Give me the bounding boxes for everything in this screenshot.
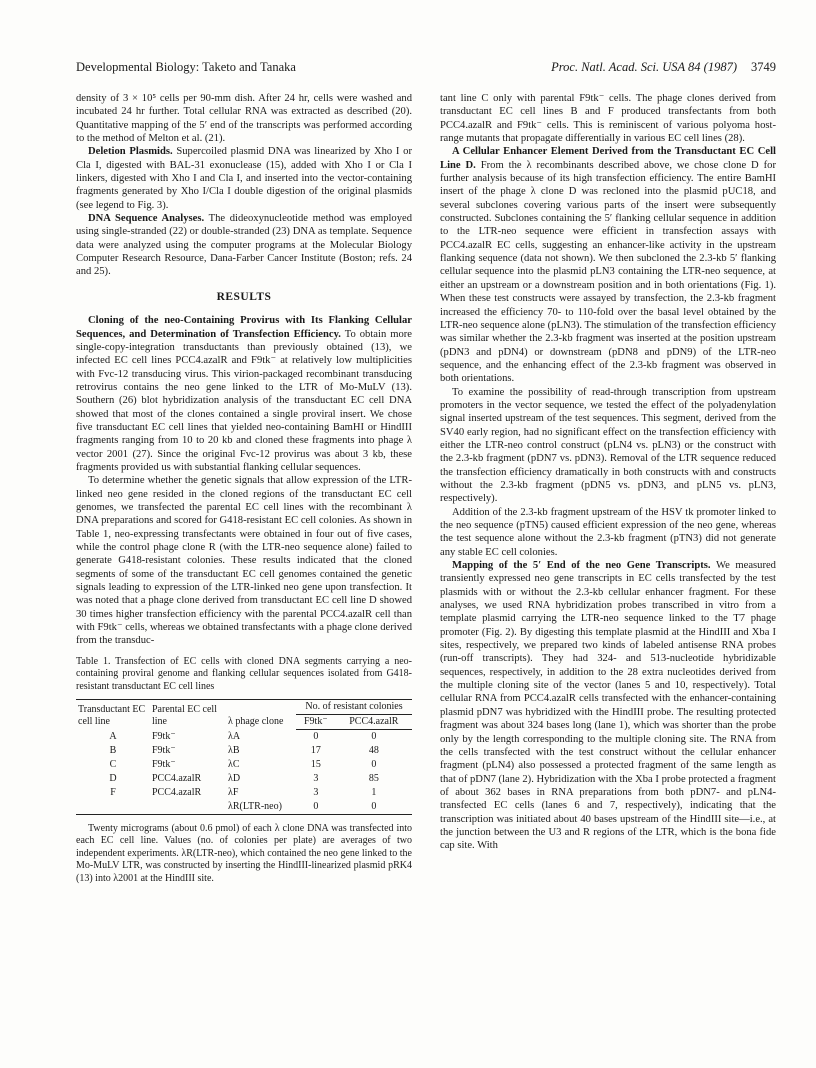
paragraph-mapping — [440, 559, 776, 853]
cell-clone: λR(LTR-neo) — [226, 800, 296, 815]
paragraph-text: From the λ recombinants described above, we chose clone D for further analysis because of its high transfection efficiency. The entire BamHI insert of the phage λ clone D was recloned into the plasmid pUC18, and several subclones covering various parts of the insert were subsequently constructed. Subclones containing the 5′ flanking cellular sequence in addition to the LTR-neo sequence were efficient in transfection assays with PCC4.azalR EC cells, suggesting an enhancer-like activity in the upstream flanking sequence (data not shown). We then subcloned the 2.3-kb 5′ flanking cellular sequence into the plasmid pLN3 containing the LTR-neo sequence, at either an upstream or a downstream position and in both orientations (Fig. 1). When these test constructs were assayed by transfection, the 2.3-kb fragment increased the efficiency 70- to 110-fold over the basal level obtained by the LTR-neo sequence alone (pLN3). The stimulation of the transfection efficiency was similar whether the 2.3-kb fragment was inserted at the position upstream (pDN3 and pDN4) or downstream (pDN8 and pDN9) of the LTR-neo sequence, and the enhancing effect of the 2.3-kb fragment was observed in both orientations. — [440, 159, 776, 385]
cell-f9: 0 — [296, 800, 336, 815]
cell-parental — [150, 800, 226, 815]
table-caption: Table 1. Transfection of EC cells with cloned DNA segments carrying a neo-containing proviral genome and flanking cellular sequences isolated from G418-resistant transductant EC cell lines — [76, 655, 412, 692]
cell-clone: λB — [228, 744, 240, 756]
paragraph-deletion-plasmids — [76, 145, 412, 212]
cell-clone: λF — [228, 786, 239, 798]
run-in-heading: Mapping of the 5′ End of the neo Gene Transcripts. — [452, 560, 711, 572]
col-header-parental: Parental EC cell line — [150, 699, 226, 729]
paragraph-text: To obtain more single-copy-integration transductants than previously obtained (13), we infected EC cell lines PCC4.azalR and F9tk⁻ at relatively low multiplicities with Fvc-12 transducing virus. This virion-packaged recombinant transducing retrovirus contains the neo gene linked to the LTR of Mo-MuLV (13). Southern (26) blot hybridization analysis of the transductant EC cell DNA showed that most of the clones contained a single proviral insert. We chose five transductant EC cell lines that yielded neo-containing BamHI or HindIII fragments ranging from 10 to 20 kb and cloned these fragments into phage λ vector 2001 (27). Since the original Fvc-12 provirus was about 3 kb, these fragments provided us with substantial flanking cellular sequences. — [76, 328, 412, 473]
cell-f9: 3 — [313, 772, 319, 784]
col-header-phage: λ phage clone — [226, 699, 296, 729]
cell-parental: F9tk⁻ — [152, 730, 176, 742]
header-journal — [551, 60, 776, 75]
table-row — [76, 729, 412, 744]
cell-line: B — [109, 744, 117, 756]
cell-line: F — [110, 786, 116, 798]
cell-line: D — [109, 772, 117, 784]
paragraph-methods-rna: density of 3 × 10⁵ cells per 90-mm dish. After 24 hr, cells were washed and incubated 24 hr further. Total cellular RNA was extracted as described (20). Quantitative mapping of the 5′ end of the transcripts was performed according to the method of Melton et al. (21). — [76, 93, 412, 145]
paragraph-text: Supercoiled plasmid DNA was linearized by Xho I or Cla I, digested with BAL-31 exonuclease (15), added with Xho I or Cla I linkers, digested with Xho I and Cla I, and inserted into the vector-containing fragments generated by Xho I/Cla I double digestion of the original plasmids (see legend to Fig. 3). — [76, 146, 412, 211]
table-row — [76, 772, 412, 786]
cell-pcc: 0 — [371, 758, 377, 770]
cell-line: C — [109, 758, 117, 770]
col-header-f9: F9tk⁻ — [296, 714, 336, 729]
paragraph-readthrough: To examine the possibility of read-through transcription from upstream promoters in the vector sequence, we tested the effect of the polyadenylation signal inserted upstream of the test sequences. This segment, derived from the SV40 early region, had no significant effect on the transfection efficiency with either the LTR-neo control construct (pLN4 vs. pLN3) or the construct with the 2.3-kb fragment (pDN7 vs. pDN3). Removal of the LTR sequence reduced the transfection efficiency dramatically in both constructs with and constructs without the 2.3-kb fragment (pDN5 vs. pDN3, and pLN5 vs. pLN3, respectively). — [440, 386, 776, 505]
cell-parental: PCC4.azalR — [152, 786, 202, 798]
run-in-heading: Deletion Plasmids. — [88, 146, 173, 158]
table-footnote: Twenty micrograms (about 0.6 pmol) of each λ clone DNA was transfected into each EC cell line. Values (no. of colonies per plate) are averages of two independent experiments. λR(LTR-neo), which contained the neo gene linked to the Mo-MuLV LTR, was constructed by inserting the HindIII-linearized plasmid pRK4 (13) into λ2001 at the HindIII site. — [76, 822, 412, 884]
cell-clone: λA — [228, 730, 241, 742]
col-header-pcc: PCC4.azalR — [336, 714, 412, 729]
cell-parental: PCC4.azalR — [152, 772, 202, 784]
section-heading-results: RESULTS — [216, 290, 272, 303]
run-in-heading: A Cellular Enhancer Element Derived from the Transductant EC Cell Line D. — [440, 146, 776, 171]
paragraph-determine: To determine whether the genetic signals that allow expression of the LTR-linked neo gene resided in the cloned regions of the transductant EC cell genomes, we transfected the parental EC cell lines with the recombinant λ DNA preparations and scored for G418-resistant EC cell colonies. As shown in Table 1, neo-expressing transfectants were obtained in four out of five cases, while the control phage clone R (with the LTR-neo sequence alone) failed to generate G418-resistant colonies. These results indicated that the cloned segments of some of the transductant EC cell genomes contained the genetic signals leading to expression of the LTR-linked neo gene upon transfection. It was noted that a phage clone derived from transductant EC cell line D showed 30 times higher transfection efficiency with the parental PCC4.azalR cell than with F9tk⁻ cells, whereas we obtained transfectants with a phage clone derived from the transduc- — [76, 475, 412, 647]
table-row — [76, 786, 412, 800]
table-row — [76, 744, 412, 758]
run-in-heading: Cloning of the neo-Containing Provirus with Its Flanking Cellular Sequences, and Determination of Transfection Efficiency. — [76, 315, 412, 340]
cell-pcc: 0 — [336, 800, 412, 815]
left-column — [76, 92, 412, 885]
cell-clone: λC — [228, 758, 240, 770]
cell-pcc: 85 — [368, 772, 379, 784]
cell-clone: λD — [228, 772, 241, 784]
cell-line — [76, 800, 150, 815]
table-1 — [76, 699, 412, 815]
paragraph-enhancer — [440, 145, 776, 385]
paragraph-dna-sequence — [76, 212, 412, 279]
paragraph-text: We measured transiently expressed neo gene transcripts in EC cells transfected by the test plasmids with or without the 2.3-kb cellular enhancer fragment. For these analyses, we used RNA hybridization probes transcribed in vitro from a template plasmid carrying the LTR-neo sequence linked to the T7 phage promoter (Fig. 2). By digesting this template plasmid at the HindIII and Xba I sites, respectively, we prepared two kinds of labeled antisense RNA probes (run-off transcripts). They had 324- and 513-nucleotide hybridizable sequences, respectively, in addition to the 28 extra nucleotides derived from the multiple cloning site of the vector (lanes 5 and 10, respectively). Total cellular RNA from PCC4.azalR cells transfected with the enhancer-containing plasmid pDN7 was hybridized with the HindIII probe. The resulting protected fragment was about 324 bases long (lane 1), which was shorter than the probe only by the length corresponding to the multiple cloning site. The RNA from the cells transfected with the test construct without the cellular enhancer fragment (pLN4) also possessed a protected fragment of the same length as that of pDN7 (lane 2). Hybridization with the Xba I probe protected a fragment of about 362 bases in RNA preparations from both pDN7- and pLN4-transfected EC cells (lanes 6 and 7, respectively), indicating that the transcription was initiated about 40 bases upstream of the HindIII site—i.e., at the junction between the U3 and R regions of the LTR, which is the bona fide cap site. With — [440, 560, 776, 852]
paragraph-continuation: tant line C only with parental F9tk⁻ cells. The phage clones derived from transductant EC cell lines B and F produced transfectants from both PCC4.azalR and F9tk⁻ cells. This is reminiscent of various polyoma host-range mutants that propagate differentially in various EC cell lines (28). — [440, 93, 776, 145]
running-header — [76, 60, 776, 80]
cell-pcc: 48 — [368, 744, 379, 756]
cell-parental: F9tk⁻ — [152, 758, 176, 770]
cell-line: A — [109, 730, 117, 742]
run-in-heading: DNA Sequence Analyses. — [88, 213, 205, 225]
paragraph-cloning — [76, 314, 412, 474]
table-row — [76, 758, 412, 772]
cell-f9: 3 — [313, 786, 319, 798]
header-page-number: 3749 — [751, 60, 776, 74]
paragraph-hsv-tk: Addition of the 2.3-kb fragment upstream of the HSV tk promoter linked to the neo sequence (pTN5) caused efficient expression of the neo gene, whereas the test sequence alone without the 2.3-kb fragment (pTN3) did not generate any stable EC cell colonies. — [440, 506, 776, 558]
col-header-transductant: Transductant EC cell line — [76, 699, 150, 729]
cell-f9: 0 — [313, 730, 319, 742]
col-header-colonies: No. of resistant colonies — [296, 699, 412, 714]
cell-f9: 17 — [310, 744, 321, 756]
cell-parental: F9tk⁻ — [152, 744, 176, 756]
right-column — [440, 92, 776, 853]
cell-f9: 15 — [310, 758, 321, 770]
header-section-title: Developmental Biology: Taketo and Tanaka — [76, 60, 296, 74]
table-row — [76, 800, 412, 815]
cell-pcc: 0 — [371, 730, 377, 742]
paragraph-text: The dideoxynucleotide method was employed using single-stranded (22) or double-stranded (23) DNA as template. Sequence data were analyzed using the computer programs at the Molecular Biology Computer Research Resource, Dana-Farber Cancer Institute (Boston; refs. 24 and 25). — [76, 213, 412, 278]
cell-pcc: 1 — [371, 786, 377, 798]
header-journal-name: Proc. Natl. Acad. Sci. USA 84 (1987) — [551, 60, 737, 74]
